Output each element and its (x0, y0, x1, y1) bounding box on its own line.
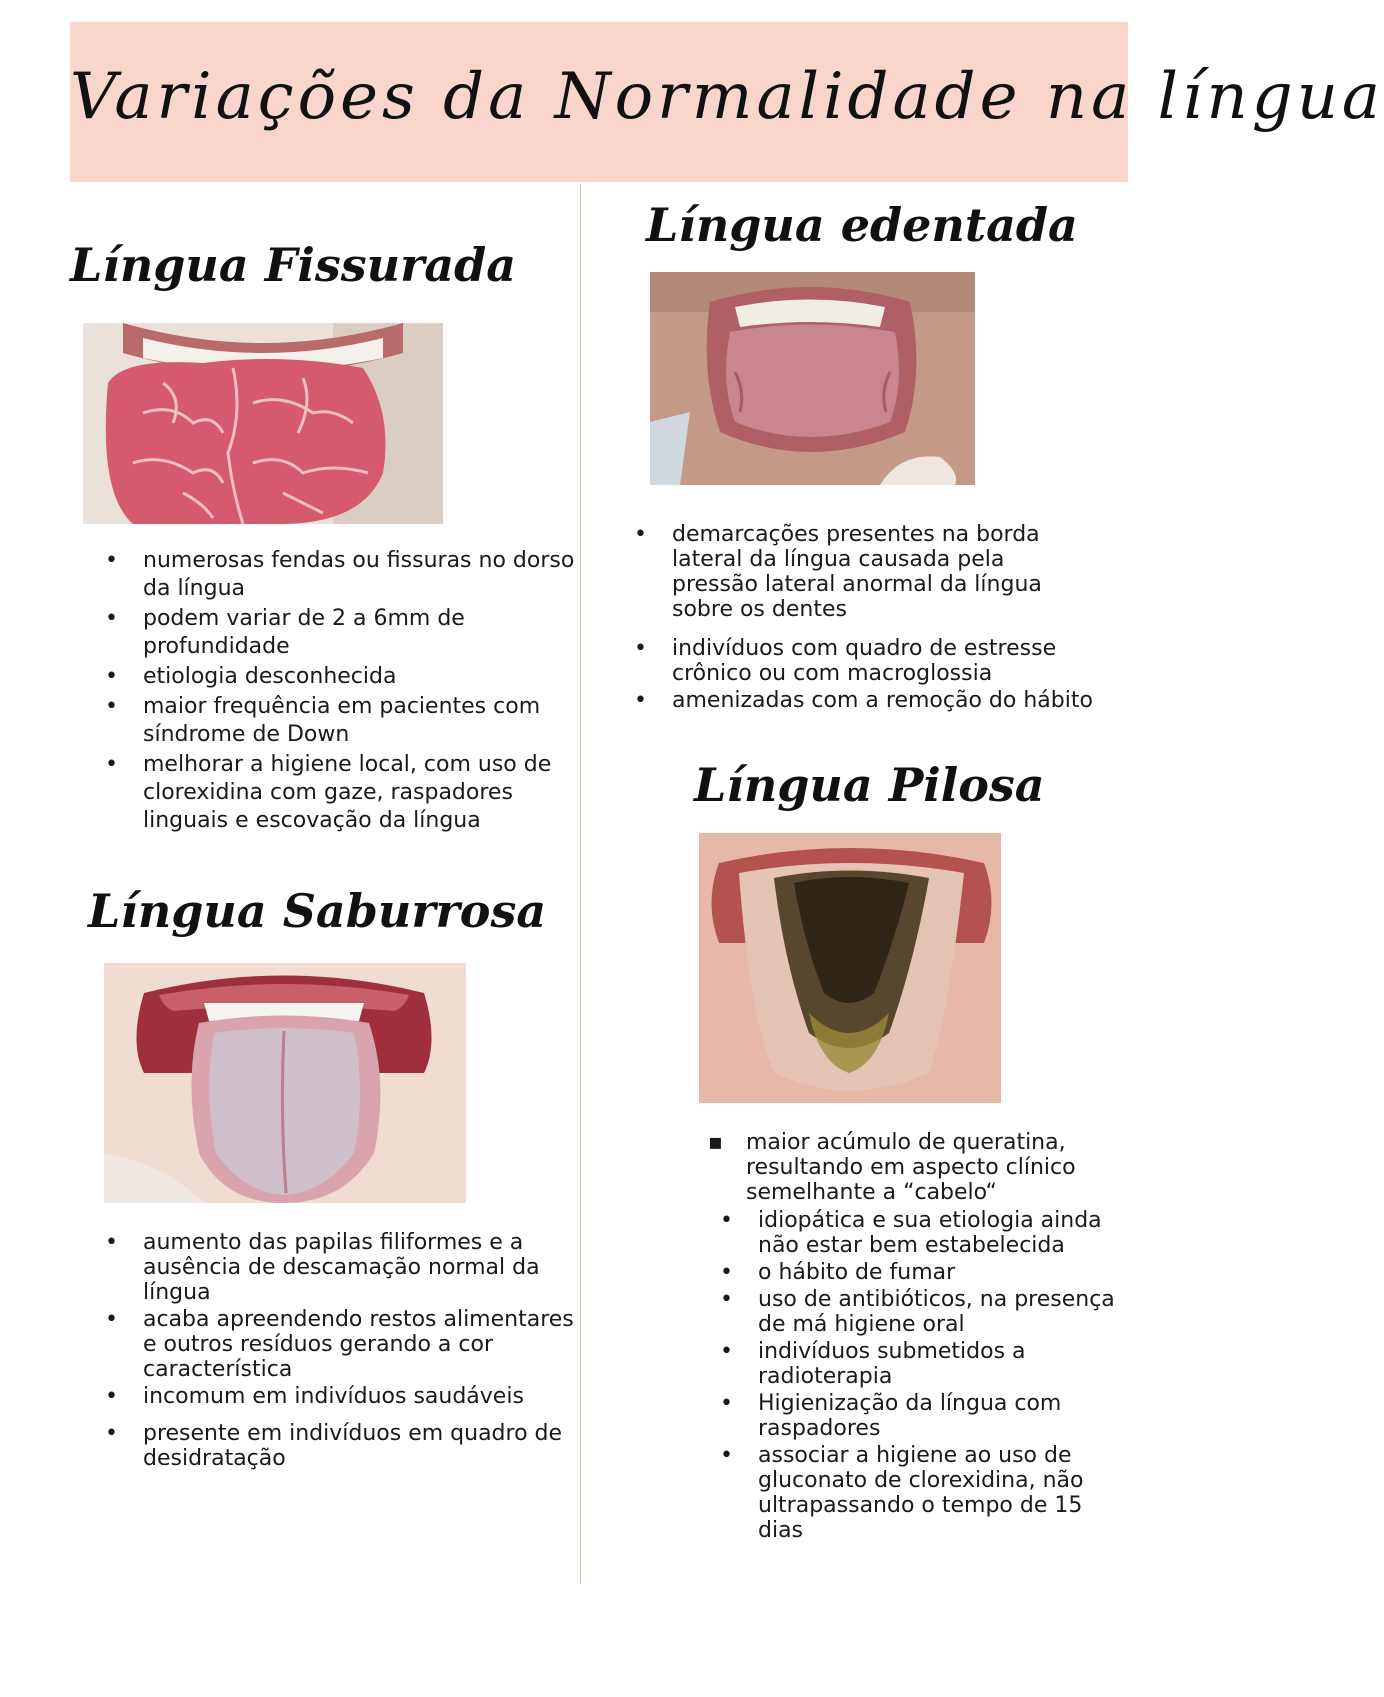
list-item: • demarcações presentes na borda lateral da língua causada pela pressão lateral anormal da língua sobre os dentes (634, 522, 1094, 622)
list-item: ▪ maior acúmulo de queratina, resultando em aspecto clínico semelhante a “cabelo“ (708, 1130, 1108, 1205)
title-banner (70, 22, 1384, 182)
list-item: • Higienização da língua com raspadores (720, 1391, 1120, 1441)
heading-saburrosa: Língua Saburrosa (88, 884, 547, 938)
list-item: • amenizadas com a remoção do hábito (634, 688, 1094, 713)
list-edentada (634, 522, 1094, 715)
list-item: • numerosas fendas ou fissuras no dorso da língua (105, 547, 575, 603)
list-saburrosa (105, 1230, 580, 1473)
list-item: • etiologia desconhecida (105, 663, 575, 691)
list-pilosa-primary (708, 1130, 1108, 1207)
list-item: • acaba apreendendo restos alimentares e outros resíduos gerando a cor característica (105, 1307, 580, 1382)
list-item: • presente em indivíduos em quadro de desidratação (105, 1421, 580, 1471)
heading-edentada: Língua edentada (646, 198, 1078, 252)
heading-pilosa: Língua Pilosa (694, 758, 1045, 812)
photo-edentada (650, 272, 975, 485)
list-item: • associar a higiene ao uso de gluconato de clorexidina, não ultrapassando o tempo de 15 dias (720, 1443, 1120, 1543)
list-item: • o hábito de fumar (720, 1260, 1120, 1285)
list-item: • indivíduos submetidos a radioterapia (720, 1339, 1120, 1389)
column-divider (580, 184, 581, 1584)
page-title: Variações da Normalidade na língua (70, 60, 1384, 134)
list-item: • uso de antibióticos, na presença de má higiene oral (720, 1287, 1120, 1337)
photo-pilosa (699, 833, 1001, 1103)
list-item: • melhorar a higiene local, com uso de clorexidina com gaze, raspadores linguais e escovação da língua (105, 751, 575, 835)
list-pilosa (720, 1208, 1120, 1545)
list-item: • incomum em indivíduos saudáveis (105, 1384, 580, 1409)
list-item: • aumento das papilas filiformes e a ausência de descamação normal da língua (105, 1230, 580, 1305)
list-item: • podem variar de 2 a 6mm de profundidade (105, 605, 575, 661)
list-item: • indivíduos com quadro de estresse crônico ou com macroglossia (634, 636, 1094, 686)
list-item: • maior frequência em pacientes com síndrome de Down (105, 693, 575, 749)
heading-fissurada: Língua Fissurada (70, 238, 517, 292)
list-fissurada (105, 547, 575, 837)
photo-saburrosa (104, 963, 466, 1203)
list-item: • idiopática e sua etiologia ainda não estar bem estabelecida (720, 1208, 1120, 1258)
photo-fissurada (83, 323, 443, 524)
